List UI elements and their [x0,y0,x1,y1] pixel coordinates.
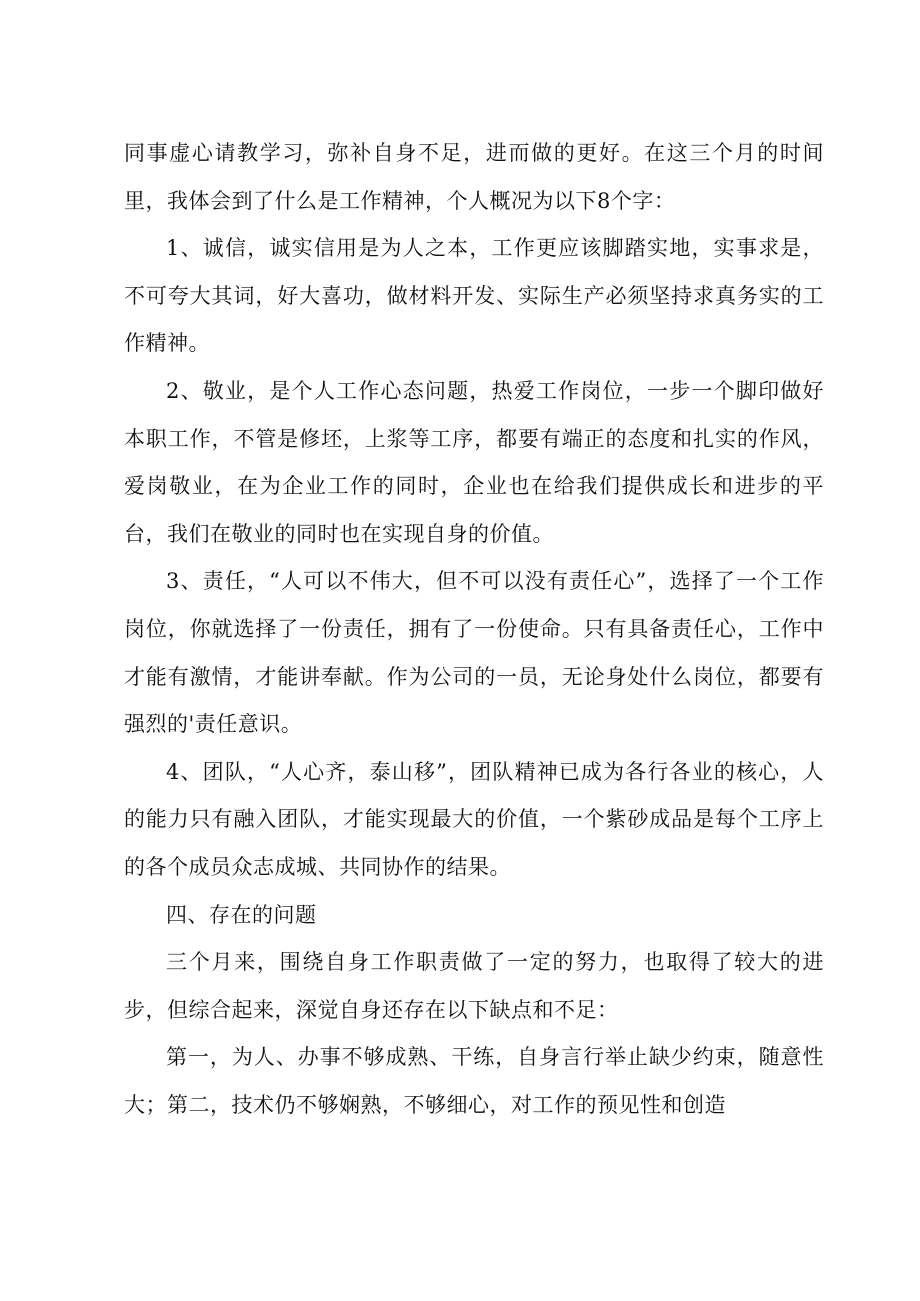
paragraph-responsibility: 3、责任，“人可以不伟大，但不可以没有责任心”，选择了一个工作岗位，你就选择了一份责任，拥有了一份使命。只有具备责任心，工作中才能有激情，才能讲奉献。作为公司的一员，无论身处什么岗位，都要有强烈的'责任意识。 [124,569,824,737]
document-body [124,130,824,1129]
paragraph-problems-intro: 三个月来，围绕自身工作职责做了一定的努力，也取得了较大的进步，但综合起来，深觉自身还存在以下缺点和不足： [124,950,824,1022]
section-heading-problems: 四、存在的问题 [166,902,317,927]
paragraph-shortcomings: 第一，为人、办事不够成熟、干练，自身言行举止缺少约束，随意性大；第二，技术仍不够娴熟，不够细心，对工作的预见性和创造 [124,1045,824,1117]
paragraph-continuation: 同事虚心请教学习，弥补自身不足，进而做的更好。在这三个月的时间里，我体会到了什么是工作精神，个人概况为以下8个字： [124,141,824,213]
paragraph-dedication: 2、敬业，是个人工作心态问题，热爱工作岗位，一步一个脚印做好本职工作，不管是修坯，上浆等工序，都要有端正的态度和扎实的作风，爱岗敬业，在为企业工作的同时，企业也在给我们提供成长和进步的平台，我们在敬业的同时也在实现自身的价值。 [124,378,824,546]
paragraph-teamwork: 4、团队，“人心齐，泰山移”，团队精神已成为各行各业的核心，人的能力只有融入团队，才能实现最大的价值，一个紫砂成品是每个工序上的各个成员众志成城、共同协作的结果。 [124,759,824,879]
paragraph-honesty: 1、诚信，诚实信用是为人之本，工作更应该脚踏实地，实事求是，不可夸大其词，好大喜功，做材料开发、实际生产必须坚持求真务实的工作精神。 [124,236,824,356]
